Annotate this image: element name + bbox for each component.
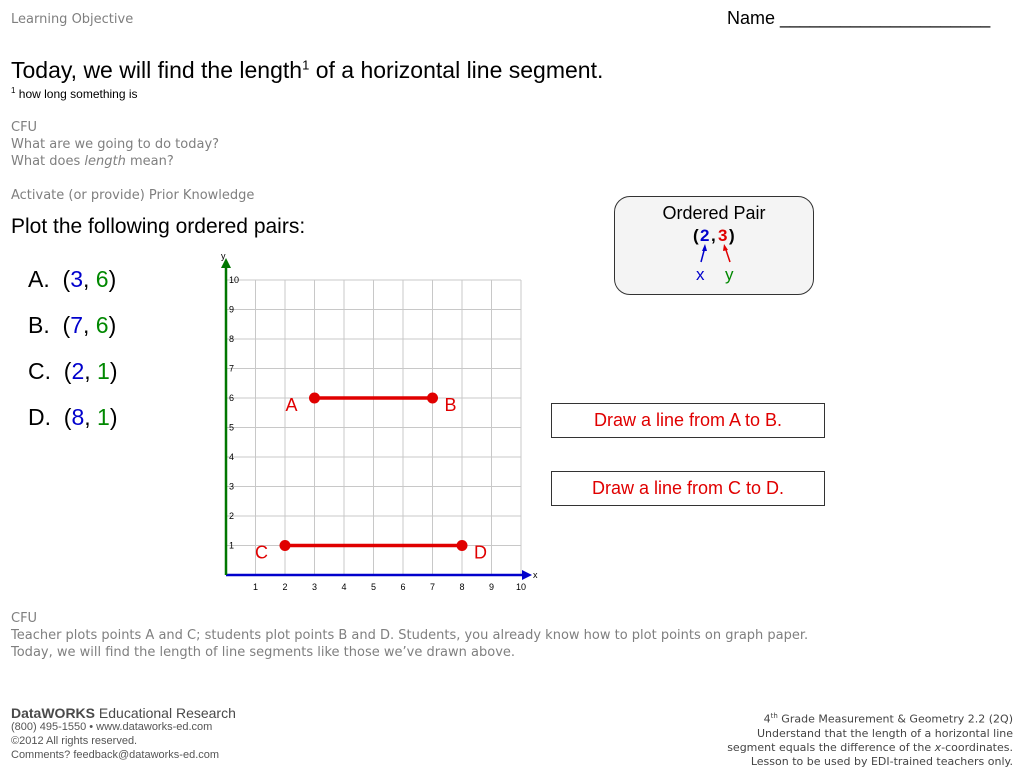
prior-knowledge-label: Activate (or provide) Prior Knowledge	[11, 188, 255, 203]
grade-num: 4	[763, 712, 771, 726]
cfu-bottom-line-2: Today, we will find the length of line segments like those we’ve drawn above.	[11, 645, 516, 660]
pair-item-c: C. (2, 1)	[28, 358, 118, 384]
q2-before: What does	[11, 154, 85, 169]
y-tick-label: 1	[229, 540, 235, 551]
x-tick-labels	[253, 582, 526, 592]
pair-y: 6	[95, 312, 109, 338]
footer-contact: (800) 495-1550 • www.dataworks-ed.com	[11, 721, 213, 733]
x-tick-label: 4	[341, 582, 347, 592]
pair-y: 1	[97, 404, 110, 430]
y-tick-label: 8	[229, 334, 235, 344]
standard-line-3	[613, 741, 1013, 755]
point-label-c: C	[255, 542, 268, 563]
pair-item-b: B. (7, 6)	[28, 312, 117, 338]
name-field-label: Name _____________________	[727, 8, 991, 28]
cfu-bottom-line-1: Teacher plots points A and C; students plot points B and D. Students, you already know how to plot points on graph paper.	[11, 628, 809, 643]
footnote-marker: 1	[11, 86, 16, 95]
cfu-top-label: CFU	[11, 120, 38, 135]
coordinate-graph	[200, 250, 550, 595]
pair-item-a: A. (3, 6)	[28, 266, 117, 292]
point-label-a: A	[285, 395, 298, 415]
footer-right	[613, 709, 1013, 769]
x-tick-label: 5	[370, 582, 377, 592]
x-arrowhead-icon	[702, 244, 707, 251]
ordered-pair-title: Ordered Pair	[662, 203, 766, 223]
y-axis-label: y	[221, 251, 226, 261]
x-tick-label: 7	[429, 582, 436, 592]
pair-x: 3	[70, 266, 83, 292]
pair-x: 8	[71, 404, 85, 430]
point-c	[280, 540, 291, 551]
grade-rest: Grade Measurement & Geometry 2.2 (2Q)	[777, 712, 1013, 726]
comma: ,	[711, 226, 716, 245]
pair-letter: B.	[28, 312, 50, 338]
cfu-top-question-2	[11, 153, 219, 170]
footnote	[11, 86, 138, 101]
x-axis-arrow-icon	[522, 570, 532, 580]
footer-copyright: ©2012 All rights reserved.	[11, 735, 138, 747]
y-arrowhead-icon	[723, 244, 728, 251]
footer-comments: Comments? feedback@dataworks-ed.com	[11, 749, 220, 761]
cfu-top	[11, 119, 219, 170]
y-tick-label: 6	[229, 393, 235, 403]
plot-prompt: Plot the following ordered pairs:	[11, 215, 306, 238]
x-axis-label: x	[533, 570, 538, 580]
pair-x: 2	[71, 358, 85, 384]
y-tick-label: 4	[229, 452, 235, 462]
pair-y: 6	[95, 266, 109, 292]
brand-logo	[11, 706, 236, 720]
pair-letter: D.	[28, 404, 51, 430]
standard-line-4: Lesson to be used by EDI-trained teachers only.	[750, 754, 1013, 768]
title-text-before: Today, we will find the length	[11, 57, 303, 83]
cfu-bottom	[11, 610, 1011, 661]
x-tick-label: 3	[311, 582, 318, 592]
open-paren: (	[693, 226, 699, 245]
x-tick-label: 10	[515, 582, 527, 592]
q2-after: mean?	[125, 154, 174, 169]
section-label: Learning Objective	[11, 12, 134, 27]
title-text-after: of a horizontal line segment.	[309, 57, 604, 83]
y-tick-label: 7	[229, 363, 235, 374]
brand-rest: Educational Research	[95, 705, 236, 721]
pair-y: 1	[97, 358, 110, 384]
objective-title	[11, 57, 603, 84]
close-paren: )	[729, 226, 735, 245]
pair-letter: A.	[28, 266, 50, 292]
q2-italic: length	[84, 154, 126, 169]
brand-bold: DataWORKS	[11, 705, 96, 721]
pair-x: 7	[70, 312, 83, 338]
x-tick-label: 8	[459, 582, 465, 592]
y-label: y	[725, 265, 734, 284]
y-tick-label: 5	[229, 422, 235, 433]
x-label: x	[696, 265, 705, 284]
point-label-b: B	[444, 395, 457, 415]
grid-lines	[226, 280, 521, 575]
line3-after: -coordinates.	[941, 740, 1013, 754]
cfu-top-question-1: What are we going to do today?	[11, 137, 220, 152]
title-footnote-marker: 1	[302, 57, 310, 73]
example-y-value: 3	[718, 226, 728, 245]
ordered-pair-diagram	[680, 222, 750, 286]
line3-before: segment equals the difference of the	[727, 740, 935, 754]
point-a	[309, 393, 320, 404]
y-tick-label: 9	[229, 304, 235, 315]
point-d	[457, 540, 468, 551]
grade-standard	[613, 709, 1013, 727]
footer-left	[11, 706, 236, 762]
y-tick-label: 10	[229, 275, 240, 285]
instruction-a-to-b: Draw a line from A to B.	[551, 403, 825, 438]
y-tick-label: 3	[229, 481, 235, 492]
x-tick-label: 6	[400, 582, 406, 592]
instruction-c-to-d: Draw a line from C to D.	[551, 471, 825, 506]
y-tick-labels	[229, 275, 239, 551]
cfu-bottom-label: CFU	[11, 611, 38, 626]
pair-item-d: D. (8, 1)	[28, 404, 118, 430]
example-x-value: 2	[700, 226, 710, 245]
grade-sup: th	[770, 712, 778, 720]
y-tick-label: 2	[229, 511, 235, 521]
pair-letter: C.	[28, 358, 51, 384]
footnote-text: how long something is	[15, 87, 138, 101]
standard-line-2: Understand that the length of a horizontal line	[756, 726, 1013, 740]
line3-italic: x	[934, 740, 942, 754]
point-label-d: D	[474, 542, 487, 563]
x-tick-label: 2	[282, 582, 288, 592]
point-b	[427, 393, 438, 404]
x-tick-label: 1	[252, 582, 259, 592]
x-tick-label: 9	[488, 582, 495, 592]
plotted-points	[255, 393, 487, 563]
